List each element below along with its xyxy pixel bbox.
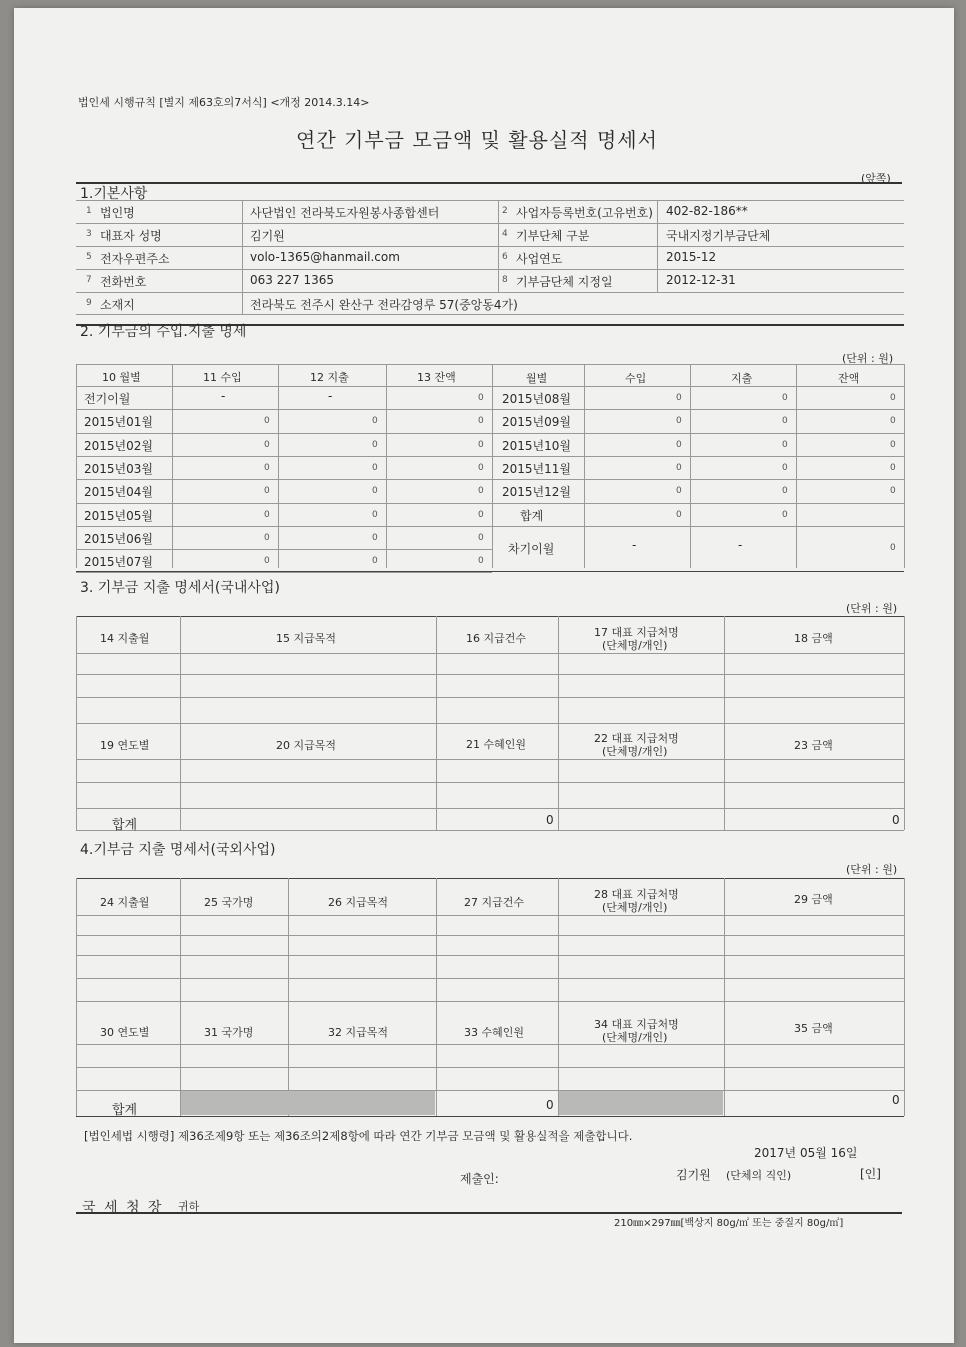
field-number: 1: [86, 206, 92, 216]
amount-cell: 0: [264, 416, 270, 427]
row-line: [76, 572, 492, 573]
column-header: 18 금액: [794, 632, 833, 645]
month-label: 2015년08월: [502, 392, 571, 406]
amount-cell: 0: [372, 462, 378, 473]
regulation-reference: 법인세 시행규칙 [별지 제63호의7서식] <개정 2014.3.14>: [78, 96, 370, 109]
submission-date: 2017년 05월 16일: [754, 1146, 858, 1160]
total-label: 합계: [112, 1103, 138, 1118]
table-col-line: [558, 616, 559, 830]
carry-next-label: 차기이월: [508, 541, 555, 556]
submitter-name: 김기원: [676, 1168, 711, 1182]
column-header: 20 지급목적: [276, 739, 336, 752]
month-label: 2015년02월: [84, 438, 153, 453]
column-header: 지출: [731, 372, 753, 385]
field-label: 법인명: [100, 206, 135, 220]
info-col-line: [498, 200, 499, 292]
row-line: [76, 723, 904, 724]
month-label: 2015년05월: [84, 508, 153, 523]
month-label: 2015년01월: [84, 415, 153, 430]
submission-statement: [법인세법 시행령] 제36조제9항 또는 제36조의2제8항에 따라 연간 기부금 모금액 및 활용실적을 제출합니다.: [84, 1129, 633, 1143]
amount-cell: 0: [372, 486, 378, 497]
table-col-line: [180, 616, 181, 830]
table-col-line: [796, 364, 797, 568]
submitter-role: (단체의 직인): [726, 1169, 792, 1182]
amount-cell: -: [632, 537, 637, 552]
info-col-line: [657, 200, 658, 292]
amount-cell: 0: [478, 416, 484, 427]
column-header: 34 대표 지급처명: [594, 1018, 679, 1031]
row-line: [492, 479, 904, 480]
recipient-suffix: 귀하: [178, 1200, 200, 1213]
info-row-line: [76, 269, 904, 270]
column-header: 27 지급건수: [464, 896, 524, 909]
amount-cell: 0: [782, 416, 788, 427]
column-header: 29 금액: [794, 893, 833, 906]
column-header: 월별: [526, 372, 548, 385]
row-line: [76, 503, 492, 504]
amount-cell: -: [738, 537, 743, 552]
amount-cell: 0: [676, 439, 682, 450]
amount-cell: 0: [372, 439, 378, 450]
info-col-line: [242, 200, 243, 314]
column-header: 19 연도별: [100, 739, 150, 752]
amount-cell: 0: [478, 439, 484, 450]
total-amount: 0: [892, 813, 900, 827]
row-line: [76, 808, 904, 809]
column-header: 24 지출월: [100, 896, 150, 909]
row-line: [76, 674, 904, 675]
row-line: [492, 456, 904, 457]
total-count: 0: [546, 813, 554, 827]
field-value: volo-1365@hanmail.com: [250, 250, 400, 264]
amount-cell: 0: [676, 509, 682, 520]
row-line: [76, 433, 492, 434]
row-line: [76, 782, 904, 783]
title-rule: [76, 182, 902, 184]
month-label: 2015년03월: [84, 461, 153, 476]
month-label: 2015년04월: [84, 485, 153, 500]
column-header: 14 지출월: [100, 632, 150, 645]
field-label: 기부금단체 지정일: [516, 275, 613, 289]
row-line: [76, 653, 904, 654]
field-label: 대표자 성명: [100, 229, 162, 243]
info-row-line: [76, 223, 904, 224]
column-header: (단체명/개인): [602, 639, 668, 652]
table-col-line: [288, 878, 289, 1116]
table-col-line: [724, 878, 725, 1116]
month-label: 2015년11월: [502, 461, 571, 476]
month-label: 2015년07월: [84, 555, 153, 570]
amount-cell: 0: [478, 462, 484, 473]
amount-cell: 0: [478, 486, 484, 497]
column-header: 11 수입: [203, 371, 242, 384]
field-number: 5: [86, 252, 92, 262]
field-value: 사단법인 전라북도자원봉사종합센터: [250, 206, 440, 220]
field-number: 7: [86, 275, 92, 285]
field-value: 국내지정기부금단체: [666, 229, 771, 243]
section4-title: 4.기부금 지출 명세서(국외사업): [80, 842, 276, 858]
table-col-line: [492, 364, 493, 568]
amount-cell: 0: [782, 462, 788, 473]
column-header: 35 금액: [794, 1022, 833, 1035]
amount-cell: 0: [264, 532, 270, 543]
row-line: [492, 433, 904, 434]
section3-title: 3. 기부금 지출 명세서(국내사업): [80, 580, 280, 596]
row-line: [76, 456, 492, 457]
row-line: [492, 526, 904, 527]
column-header: 30 연도별: [100, 1026, 150, 1039]
page-side-label: (앞쪽): [861, 172, 891, 185]
row-line: [492, 503, 904, 504]
table-col-line: [172, 364, 173, 568]
row-line: [76, 526, 492, 527]
shaded-cell: [181, 1091, 435, 1115]
amount-cell: 0: [782, 509, 788, 520]
section1-title: 1.기본사항: [80, 186, 148, 202]
section2-title: 2. 기부금의 수입.지출 명세: [80, 324, 247, 340]
column-header: 21 수혜인원: [466, 738, 526, 751]
table-col-line: [558, 878, 559, 1116]
amount-cell: 0: [478, 393, 484, 403]
column-header: 31 국가명: [204, 1026, 254, 1039]
table-col-line: [436, 616, 437, 830]
shaded-cell: [559, 1091, 723, 1115]
row-line: [76, 697, 904, 698]
column-header: 22 대표 지급처명: [594, 732, 679, 745]
info-row-line: [76, 292, 904, 293]
amount-cell: 0: [890, 462, 896, 473]
amount-cell: 0: [372, 556, 378, 567]
table-col-line: [76, 364, 77, 568]
amount-cell: 0: [372, 532, 378, 543]
amount-cell: 0: [264, 556, 270, 567]
field-value: 2015-12: [666, 250, 717, 264]
row-line: [76, 759, 904, 760]
column-header: 13 잔액: [417, 371, 456, 384]
amount-cell: 0: [264, 486, 270, 497]
table-col-line: [180, 878, 181, 1116]
row-line: [76, 409, 492, 410]
table-col-line: [386, 364, 387, 568]
amount-cell: 0: [264, 509, 270, 520]
document-title: 연간 기부금 모금액 및 활용실적 명세서: [296, 128, 658, 152]
amount-cell: 0: [372, 509, 378, 520]
row-line: [76, 1001, 904, 1002]
table-col-line: [436, 878, 437, 1116]
table-col-line: [904, 364, 905, 568]
field-value: 전라북도 전주시 완산구 전라감영루 57(중앙동4가): [250, 298, 518, 312]
amount-cell: -: [221, 389, 226, 403]
table-col-line: [690, 364, 691, 568]
table-col-line: [904, 616, 905, 830]
row-line: [76, 978, 904, 979]
month-label: 합계: [520, 508, 544, 523]
section2-bottom: [76, 571, 904, 572]
field-number: 8: [502, 275, 508, 285]
amount-cell: 0: [264, 462, 270, 473]
month-label: 전기이월: [84, 392, 131, 406]
amount-cell: 0: [676, 486, 682, 497]
table-col-line: [76, 616, 77, 830]
row-line: [76, 915, 904, 916]
column-header: 25 국가명: [204, 896, 254, 909]
row-line: [76, 1067, 904, 1068]
seal-mark: [인]: [860, 1167, 881, 1181]
table-col-line: [724, 616, 725, 830]
field-value: 402-82-186**: [666, 204, 748, 218]
column-header: 33 수혜인원: [464, 1026, 524, 1039]
field-number: 3: [86, 229, 92, 239]
info-row-line: [76, 314, 904, 315]
column-header: 잔액: [838, 372, 860, 385]
column-header: 수입: [625, 372, 647, 385]
section4-bottom: [76, 1116, 904, 1117]
column-header: 12 지출: [310, 371, 349, 384]
field-number: 6: [502, 252, 508, 262]
amount-cell: 0: [890, 416, 896, 427]
column-header: (단체명/개인): [602, 901, 668, 914]
section4-unit: (단위 : 원): [846, 863, 898, 876]
submitter-label: 제출인:: [460, 1172, 499, 1186]
field-value: 2012-12-31: [666, 273, 736, 287]
column-header: 26 지급목적: [328, 896, 388, 909]
amount-cell: 0: [782, 486, 788, 497]
field-label: 소재지: [100, 298, 135, 312]
row-line: [492, 409, 904, 410]
amount-cell: 0: [676, 462, 682, 473]
month-label: 2015년10월: [502, 438, 571, 453]
table-top-line: [76, 878, 904, 879]
row-line: [76, 935, 904, 936]
row-line: [76, 955, 904, 956]
info-row-line: [76, 246, 904, 247]
month-label: 2015년06월: [84, 531, 153, 546]
paper-spec: 210㎜×297㎜[백상지 80g/㎡ 또는 중질지 80g/㎡]: [614, 1218, 844, 1229]
field-number: 2: [502, 206, 508, 216]
info-row-line: [76, 200, 904, 201]
column-header: 32 지급목적: [328, 1026, 388, 1039]
amount-cell: 0: [264, 439, 270, 450]
row-line: [76, 1044, 904, 1045]
table-col-line: [584, 364, 585, 568]
column-header: 17 대표 지급처명: [594, 626, 679, 639]
field-label: 사업연도: [516, 252, 563, 266]
row-line: [76, 549, 492, 550]
amount-cell: 0: [676, 416, 682, 427]
row-line: [76, 479, 492, 480]
section3-unit: (단위 : 원): [846, 602, 898, 615]
amount-cell: 0: [372, 416, 378, 427]
table-col-line: [278, 364, 279, 568]
field-label: 사업자등록번호(고유번호): [516, 206, 653, 220]
amount-cell: 0: [890, 439, 896, 450]
field-label: 기부단체 구분: [516, 229, 590, 243]
document-page: [14, 8, 954, 1343]
month-label: 2015년12월: [502, 485, 571, 500]
column-header: 15 지급목적: [276, 632, 336, 645]
column-header: 28 대표 지급처명: [594, 888, 679, 901]
amount-cell: 0: [676, 393, 682, 403]
total-amount: 0: [892, 1093, 900, 1107]
field-number: 9: [86, 298, 92, 308]
column-header: (단체명/개인): [602, 1031, 668, 1044]
field-value: 김기원: [250, 229, 285, 243]
section2-unit: (단위 : 원): [842, 352, 894, 365]
amount-cell: 0: [782, 393, 788, 403]
column-header: 23 금액: [794, 739, 833, 752]
header-bottom-line: [76, 386, 904, 387]
amount-cell: 0: [782, 439, 788, 450]
column-header: 16 지급건수: [466, 632, 526, 645]
table-top-line: [76, 364, 904, 365]
column-header: (단체명/개인): [602, 745, 668, 758]
recipient: 국 세 청 장: [82, 1200, 164, 1216]
month-label: 2015년09월: [502, 415, 571, 430]
amount-cell: 0: [478, 556, 484, 567]
field-label: 전자우편주소: [100, 252, 170, 266]
field-label: 전화번호: [100, 275, 147, 289]
column-header: 10 월별: [102, 371, 141, 384]
amount-cell: 0: [478, 509, 484, 520]
table-col-line: [76, 878, 77, 1116]
row-line: [76, 830, 904, 831]
table-col-line: [904, 878, 905, 1116]
amount-cell: 0: [890, 486, 896, 497]
total-label: 합계: [112, 818, 138, 833]
amount-cell: 0: [478, 532, 484, 543]
total-count: 0: [546, 1098, 554, 1112]
table-top-line: [76, 616, 904, 617]
amount-cell: 0: [890, 393, 896, 403]
field-value: 063 227 1365: [250, 273, 334, 287]
field-number: 4: [502, 229, 508, 239]
amount-cell: 0: [890, 542, 896, 553]
amount-cell: -: [328, 389, 333, 403]
